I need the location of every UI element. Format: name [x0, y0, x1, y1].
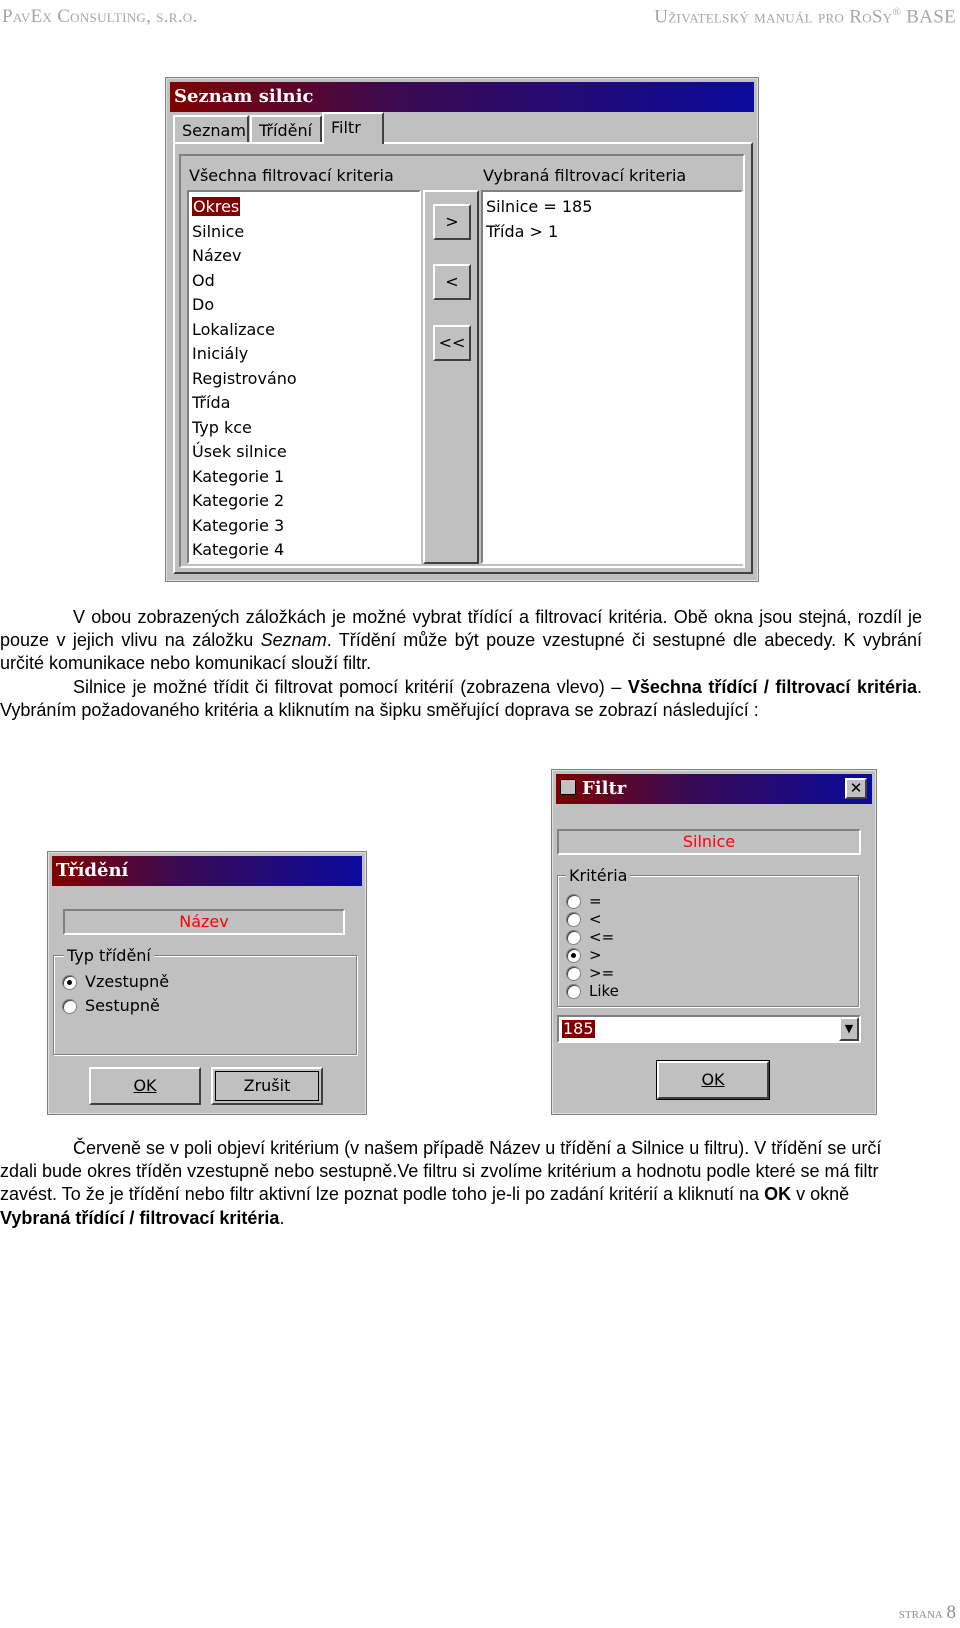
header-manual-title: Uživatelský manuál pro RoSy® BASE	[654, 6, 956, 28]
tab-seznam[interactable]: Seznam	[173, 115, 249, 142]
trideni-titlebar: Třídění	[52, 856, 362, 886]
filtr-field: Silnice	[557, 829, 861, 855]
radio-less-equal[interactable]: <=	[566, 928, 614, 946]
criteria-item-okres[interactable]: Okres	[193, 197, 240, 216]
radio-greater[interactable]: >	[566, 946, 602, 964]
filter-value-text[interactable]: 185	[563, 1019, 594, 1038]
kriteria-group	[557, 866, 859, 1007]
criteria-item-typ-kce[interactable]: Typ kce	[192, 417, 252, 437]
all-criteria-label: Všechna filtrovací kriteria	[189, 166, 394, 185]
radio-greater-equal-circle[interactable]	[566, 966, 581, 981]
filter-window-icon	[560, 779, 576, 795]
radio-sestupne-circle[interactable]	[62, 999, 77, 1014]
radio-greater-circle[interactable]	[566, 948, 581, 963]
tab-filtr[interactable]: Filtr	[322, 112, 384, 144]
trideni-ok-button[interactable]: OK	[89, 1067, 201, 1105]
radio-greater-equal[interactable]: >=	[566, 964, 614, 982]
criteria-item-trida[interactable]: Třída	[192, 393, 231, 412]
remove-all-criteria-button[interactable]: <<	[433, 325, 471, 361]
criteria-item-kategorie-1[interactable]: Kategorie 1	[192, 466, 285, 486]
add-criterion-button[interactable]: >	[433, 204, 471, 240]
paragraph-1-part-1: V obou zobrazených záložkách je možné vybrat třídící a filtrovací kritéria. Obě okna jsou stejná, rozdíl je pouze v jejich vlivu na záložku Seznam. Třídění může být pouze vzestupné či sestupné dle abecedy. K vybrání určité komunikace nebo komunikací slouží filtr.	[0, 607, 922, 674]
radio-less-circle[interactable]	[566, 912, 581, 927]
chosen-item[interactable]: Třída > 1	[486, 221, 559, 241]
close-icon: ✕	[849, 779, 863, 797]
tab-trideni[interactable]: Třídění	[250, 115, 322, 142]
seznam-titlebar: Seznam silnic	[170, 82, 754, 112]
criteria-item-od[interactable]: Od	[192, 270, 215, 290]
move-buttons-panel	[423, 190, 479, 564]
trideni-window	[48, 852, 366, 1114]
radio-less-equal-circle[interactable]	[566, 930, 581, 945]
tab-strip	[173, 112, 753, 142]
paragraph-1	[0, 606, 922, 722]
criteria-item-registrovano[interactable]: Registrováno	[192, 368, 297, 388]
filter-frame	[179, 154, 745, 568]
header-company: PavEx Consulting, s.r.o.	[2, 6, 198, 27]
criteria-item-kategorie-4[interactable]: Kategorie 4	[192, 540, 285, 559]
trideni-group-label: Typ třídění	[64, 946, 154, 965]
filtr-titlebar: Filtr	[556, 774, 872, 804]
radio-equal-circle[interactable]	[566, 894, 581, 909]
trideni-cancel-button[interactable]: Zrušit	[211, 1067, 323, 1105]
criteria-item-kategorie-3[interactable]: Kategorie 3	[192, 515, 285, 535]
paragraph-1-part-2: Silnice je možné třídit či filtrovat pomocí kritérií (zobrazena vlevo) – Všechna třídící / filtrovací kritéria. Vybráním požadovaného kritéria a kliknutím na šipku směřující doprava se zobrazí následující :	[0, 676, 922, 720]
dropdown-button[interactable]	[839, 1017, 859, 1041]
criteria-item-inicialy[interactable]: Iniciály	[192, 344, 249, 363]
chosen-criteria-label: Vybraná filtrovací kriteria	[483, 166, 687, 185]
criteria-item-silnice[interactable]: Silnice	[192, 221, 245, 241]
criteria-item-usek-silnice[interactable]: Úsek silnice	[192, 442, 287, 461]
paragraph-2-text: Červeně se v poli objeví kritérium (v našem případě Název u třídění a Silnice u filtru). V třídění se určí zdali bude okres tříděn vzestupně nebo sestupně.Ve filtru si zvolíme kritérium a hodnotu podle které se má filtr zavést. To že je třídění nebo filtr aktivní lze poznat podle toho je-li po zadání kritérií a kliknutí na OK v okně Vybraná třídící / filtrovací kritéria.	[0, 1138, 882, 1228]
filtr-window	[552, 770, 876, 1114]
filter-value-combobox[interactable]	[557, 1015, 861, 1043]
radio-like[interactable]: Like	[566, 982, 619, 1000]
criteria-item-nazev[interactable]: Název	[192, 246, 242, 265]
remove-criterion-button[interactable]: <	[433, 264, 471, 300]
all-criteria-list[interactable]	[187, 190, 421, 564]
trideni-field: Název	[63, 909, 345, 935]
trideni-group	[53, 946, 357, 1055]
criteria-item-lokalizace[interactable]: Lokalizace	[192, 319, 275, 339]
radio-like-circle[interactable]	[566, 984, 581, 999]
seznam-silnic-window	[166, 78, 758, 581]
criteria-item-kategorie-2[interactable]: Kategorie 2	[192, 491, 285, 510]
radio-equal[interactable]: =	[566, 892, 602, 910]
radio-vzestupne[interactable]: Vzestupně	[62, 972, 169, 991]
tab-panel	[173, 142, 753, 574]
criteria-item-do[interactable]: Do	[192, 295, 215, 314]
radio-less[interactable]: <	[566, 910, 602, 928]
paragraph-2	[0, 1137, 922, 1230]
radio-vzestupne-circle[interactable]	[62, 975, 77, 990]
radio-sestupne[interactable]: Sestupně	[62, 996, 160, 1015]
chosen-item[interactable]: Silnice = 185	[486, 197, 593, 216]
close-button[interactable]	[845, 778, 867, 799]
filtr-ok-button[interactable]: OK	[657, 1061, 769, 1099]
chosen-criteria-list[interactable]	[481, 190, 743, 564]
page-number: strana 8	[898, 1602, 956, 1623]
chevron-down-icon: ▼	[844, 1022, 854, 1035]
kriteria-group-label: Kritéria	[566, 866, 630, 885]
